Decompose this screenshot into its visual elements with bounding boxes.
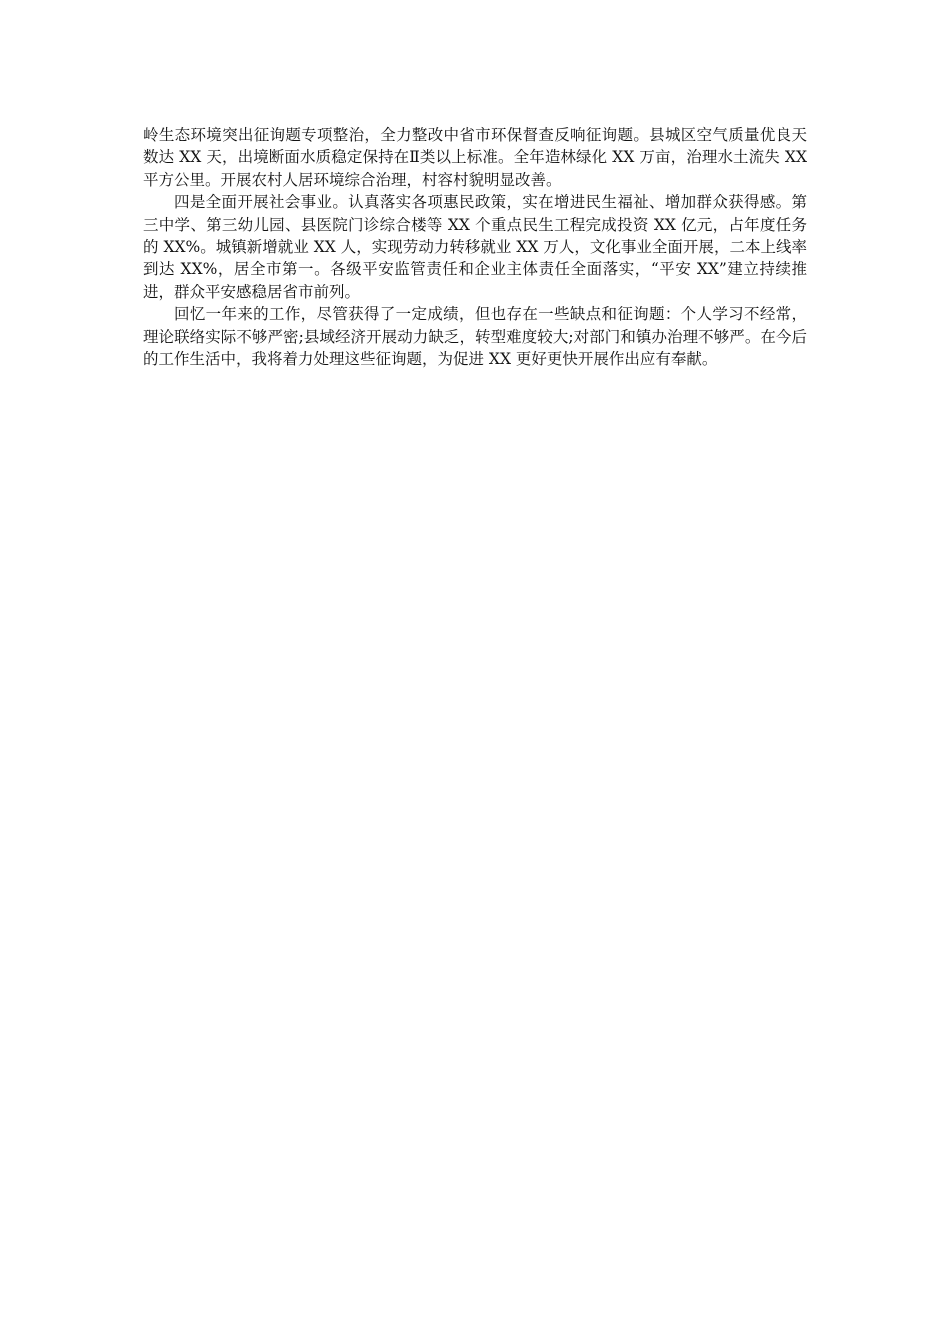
paragraph-environment: 岭生态环境突出征询题专项整治，全力整改中省市环保督查反响征询题。县城区空气质量优良天数达 XX 天，出境断面水质稳定保持在Ⅱ类以上标准。全年造林绿化 XX 万亩，治理水土流失 XX 平方公里。开展农村人居环境综合治理，村容村貌明显改善。 bbox=[143, 126, 807, 189]
paragraph-review: 回忆一年来的工作，尽管获得了一定成绩，但也存在一些缺点和征询题：个人学习不经常，理论联络实际不够严密;县域经济开展动力缺乏，转型难度较大;对部门和镇办治理不够严。在今后的工作生活中，我将着力处理这些征询题，为促进 XX 更好更快开展作出应有奉献。 bbox=[143, 305, 807, 369]
paragraph-social-affairs: 四是全面开展社会事业。认真落实各项惠民政策，实在增进民生福祉、增加群众获得感。第三中学、第三幼儿园、县医院门诊综合楼等 XX 个重点民生工程完成投资 XX 亿元，占年度任务的 XX%。城镇新增就业 XX 人，实现劳动力转移就业 XX 万人，文化事业全面开展，二本上线率到达 XX%，居全市第一。各级平安监管责任和企业主体责任全面落实，“平安 XX”建立持续推进，群众平安感稳居省市前列。 bbox=[143, 193, 807, 301]
document-body bbox=[143, 124, 807, 370]
